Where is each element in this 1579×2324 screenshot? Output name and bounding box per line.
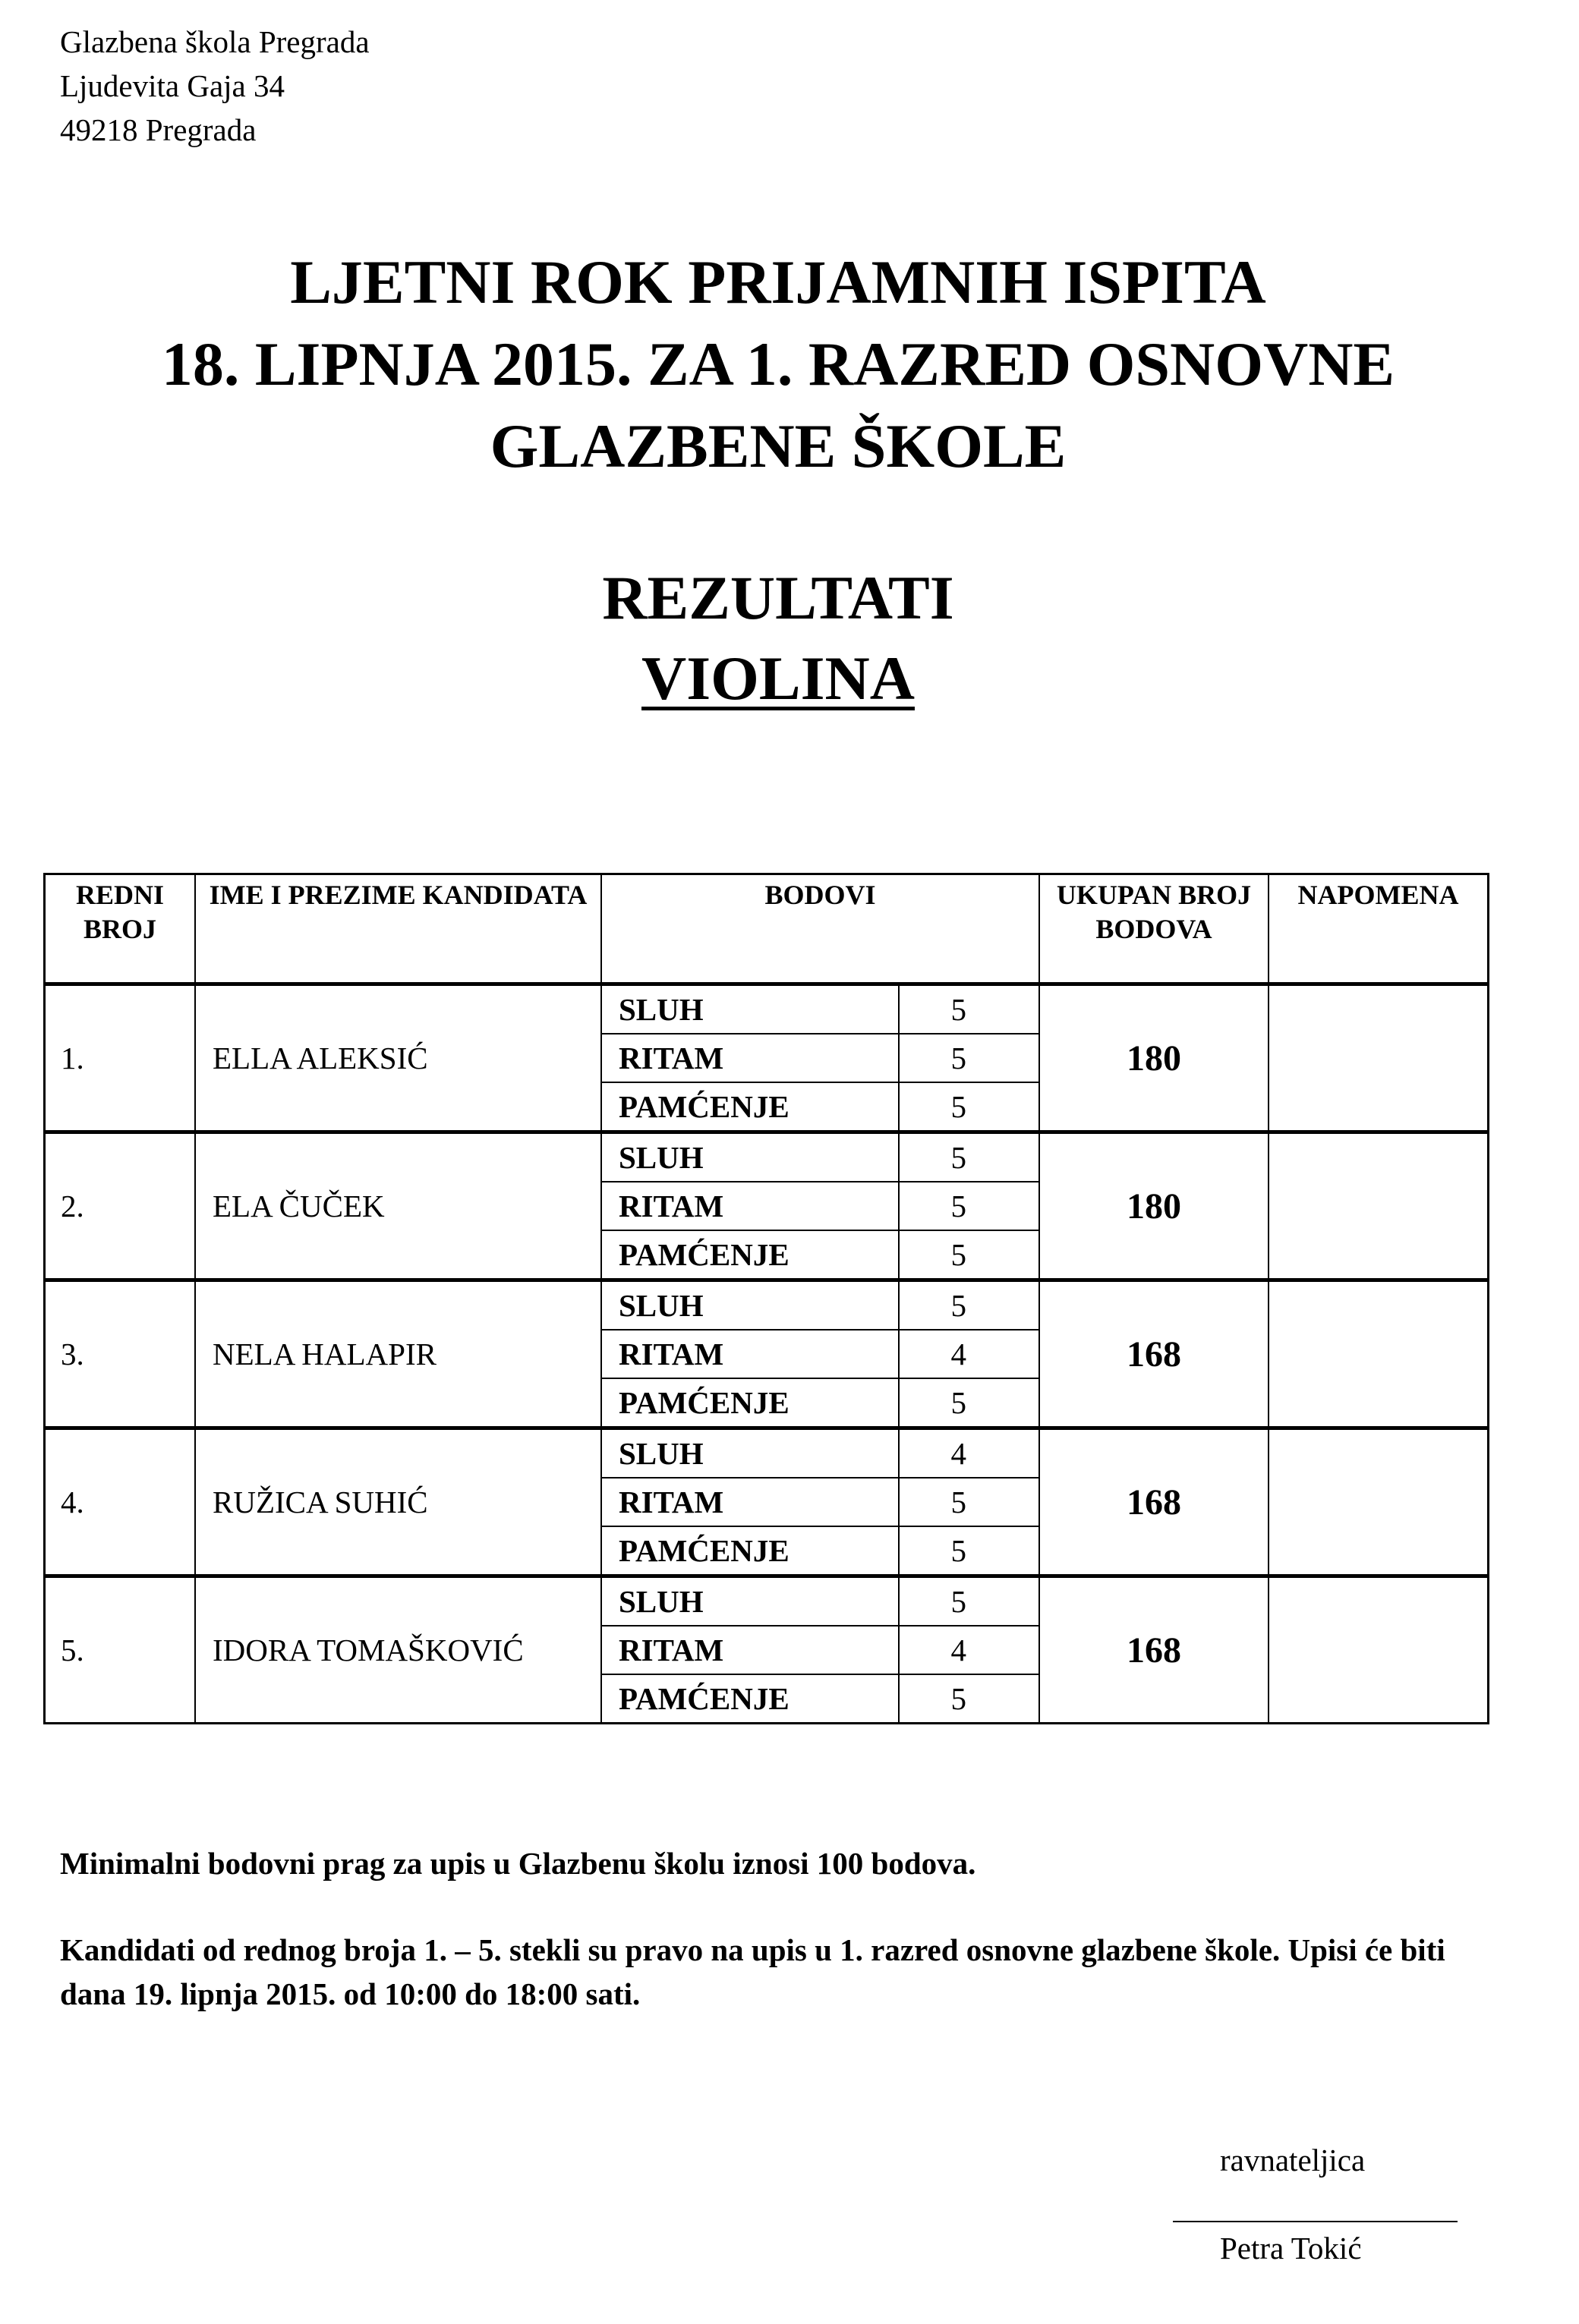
table-row: [45, 1428, 1489, 1478]
school-name: Glazbena škola Pregrada: [60, 24, 370, 59]
table-row: [45, 1132, 1489, 1182]
score-category: PAMĆENJE: [601, 1230, 899, 1280]
note-cell: [1269, 1576, 1489, 1724]
score-value: 5: [899, 1034, 1039, 1082]
title-line-1: LJETNI ROK PRIJAMNIH ISPITA: [290, 247, 1266, 316]
note-cell: [1269, 1428, 1489, 1576]
score-value: 4: [899, 1626, 1039, 1674]
results-table: [43, 873, 1489, 1724]
header-napomena: NAPOMENA: [1269, 874, 1489, 984]
note-cell: [1269, 984, 1489, 1132]
score-value: 5: [899, 1526, 1039, 1576]
table-header-row: [45, 874, 1489, 984]
score-category: PAMĆENJE: [601, 1082, 899, 1132]
score-category: SLUH: [601, 1280, 899, 1330]
candidate-name: NELA HALAPIR: [195, 1280, 601, 1428]
score-value: 5: [899, 1280, 1039, 1330]
note-cell: [1269, 1132, 1489, 1280]
row-number: 3.: [45, 1280, 196, 1428]
instrument-heading: [0, 638, 1556, 720]
score-category: PAMĆENJE: [601, 1674, 899, 1724]
row-number: 1.: [45, 984, 196, 1132]
score-value: 5: [899, 1576, 1039, 1626]
score-value: 5: [899, 1082, 1039, 1132]
candidate-name: ELA ČUČEK: [195, 1132, 601, 1280]
candidate-name: ELLA ALEKSIĆ: [195, 984, 601, 1132]
table-body: [45, 984, 1489, 1724]
score-category: RITAM: [601, 1034, 899, 1082]
signature-role: ravnateljica: [1220, 2143, 1366, 2178]
score-category: SLUH: [601, 1132, 899, 1182]
total-points: 168: [1039, 1280, 1269, 1428]
school-city: 49218 Pregrada: [60, 112, 257, 147]
title-line-2: 18. LIPNJA 2015. ZA 1. RAZRED OSNOVNE: [161, 329, 1395, 398]
total-points: 168: [1039, 1428, 1269, 1576]
total-points: 180: [1039, 984, 1269, 1132]
header-ukupan: UKUPAN BROJ BODOVA: [1039, 874, 1269, 984]
score-value: 4: [899, 1428, 1039, 1478]
score-category: PAMĆENJE: [601, 1526, 899, 1576]
score-value: 5: [899, 1674, 1039, 1724]
table-row: [45, 1280, 1489, 1330]
total-points: 180: [1039, 1132, 1269, 1280]
header-ime: IME I PREZIME KANDIDATA: [195, 874, 601, 984]
enrollment-note: Kandidati od rednog broja 1. – 5. stekli su pravo na upis u 1. razred osnovne glazbene škole. Upisi će biti dana 19. lipnja 2015. od 10:00 do 18:00 sati.: [60, 1932, 1445, 2011]
total-points: 168: [1039, 1576, 1269, 1724]
score-value: 4: [899, 1330, 1039, 1378]
signature-line: [1173, 2221, 1458, 2222]
score-category: SLUH: [601, 984, 899, 1034]
row-number: 2.: [45, 1132, 196, 1280]
score-value: 5: [899, 1132, 1039, 1182]
score-category: RITAM: [601, 1182, 899, 1230]
score-category: RITAM: [601, 1626, 899, 1674]
row-number: 4.: [45, 1428, 196, 1576]
results-heading: REZULTATI: [602, 563, 954, 632]
score-category: SLUH: [601, 1576, 899, 1626]
score-value: 5: [899, 1230, 1039, 1280]
signature-name: Petra Tokić: [1220, 2231, 1362, 2266]
document-title: [0, 241, 1556, 487]
score-category: SLUH: [601, 1428, 899, 1478]
score-category: PAMĆENJE: [601, 1378, 899, 1428]
instrument-label: VIOLINA: [641, 644, 915, 713]
score-value: 5: [899, 1378, 1039, 1428]
score-category: RITAM: [601, 1330, 899, 1378]
score-category: RITAM: [601, 1478, 899, 1526]
school-street: Ljudevita Gaja 34: [60, 68, 285, 103]
score-value: 5: [899, 1182, 1039, 1230]
candidate-name: IDORA TOMAŠKOVIĆ: [195, 1576, 601, 1724]
candidate-name: RUŽICA SUHIĆ: [195, 1428, 601, 1576]
note-cell: [1269, 1280, 1489, 1428]
title-line-3: GLAZBENE ŠKOLE: [490, 411, 1067, 480]
table-row: [45, 1576, 1489, 1626]
score-value: 5: [899, 984, 1039, 1034]
header-redni-broj: REDNI BROJ: [45, 874, 196, 984]
row-number: 5.: [45, 1576, 196, 1724]
threshold-note: Minimalni bodovni prag za upis u Glazbenu školu iznosi 100 bodova.: [60, 1846, 976, 1881]
school-address: [60, 20, 370, 152]
header-bodovi: BODOVI: [601, 874, 1039, 984]
score-value: 5: [899, 1478, 1039, 1526]
table-row: [45, 984, 1489, 1034]
